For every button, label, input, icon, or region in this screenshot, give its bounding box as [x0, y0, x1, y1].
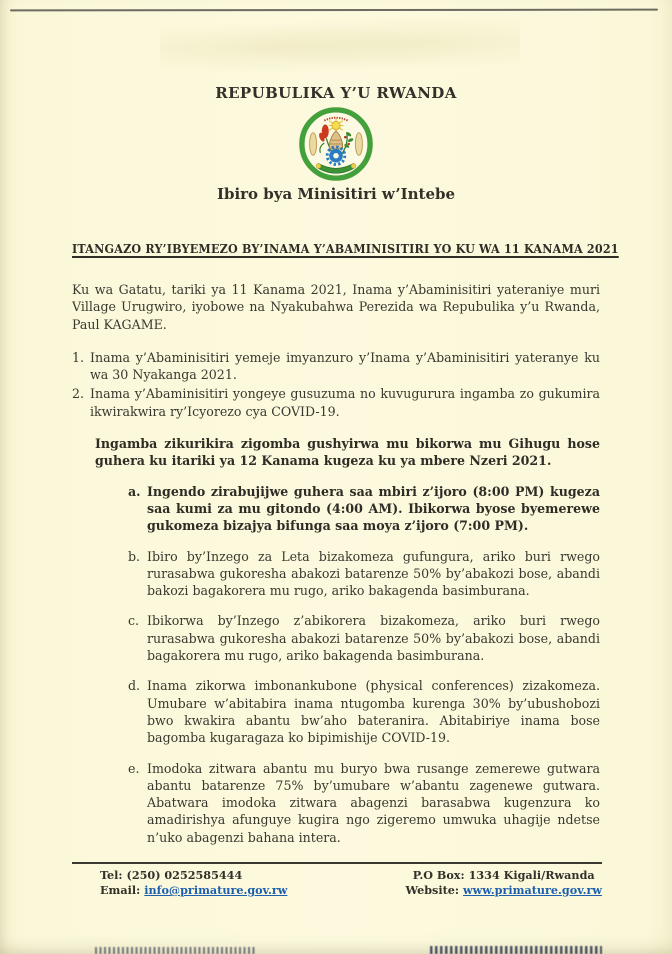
website-link[interactable]: www.primature.gov.rw: [463, 883, 602, 897]
page-bleed-artifact-left: [95, 947, 255, 954]
lettered-item-e: [128, 760, 600, 846]
page-bleed-artifact-right: [430, 946, 602, 954]
footer-contact-right: [405, 868, 602, 898]
footer-contact-left: [72, 868, 287, 898]
item-text: Inama zikorwa imbonankubone (physical conferences) zizakomeza. Umubare w’abitabira inama ntugomba kurenga 30% by’ubushobozi bwo kwakira abantu bw’aho bateranira. Abitabiriye inama bose bagomba kugaragaza ko bipimishije COVID-19.: [147, 678, 600, 746]
document-header: [0, 0, 672, 203]
lettered-list: [128, 483, 600, 846]
tel-label: Tel:: [100, 868, 123, 882]
lettered-item-d: [128, 677, 600, 746]
item-marker: b.: [128, 548, 141, 564]
document-title: ITANGAZO RY’IBYEMEZO BY’INAMA Y’ABAMINISITIRI YO KU WA 11 KANAMA 2021: [72, 242, 619, 256]
item-text: Ibikorwa by’Inzego z’abikorera bizakomeza, ariko buri rwego rurasabwa gukoresha abakozi batarenze 50% by’abakozi bose, abandi bagakorera mu rugo, ariko bakagenda basimburana.: [147, 613, 600, 664]
lettered-item-b: [128, 548, 600, 600]
item-text: Ibiro by’Inzego za Leta bizakomeza gufungura, ariko buri rwego rurasabwa gukoresha abakozi batarenze 50% by’abakozi bose, abandi bakozi bagakorera mu rugo, ariko bakagenda basimburana.: [147, 548, 600, 599]
website-label: Website:: [405, 883, 459, 897]
republic-title: REPUBULIKA Y’U RWANDA: [215, 84, 457, 102]
email-label: Email:: [100, 883, 141, 897]
item-marker: e.: [128, 760, 140, 776]
email-link[interactable]: info@primature.gov.rw: [144, 883, 288, 897]
item-text: Imodoka zitwara abantu mu buryo bwa rusange zemerewe gutwara abantu batarenze 75% by’umubare w’abantu zagenewe gutwara. Abatwara imodoka zitwara abagenzi barasabwa kugenzura ko amadirishya afunguye kugira ngo zigeremo umwuka uhagije ndetse n’uko abagenzi bahana intera.: [147, 760, 600, 845]
item-text: Inama y’Abaminisitiri yongeye gusuzuma no kuvugurura ingamba zo gukumira ikwirakwira ry’Icyorezo cya COVID-19.: [90, 386, 600, 419]
office-title: Ibiro bya Minisitiri w’Intebe: [216, 185, 456, 203]
numbered-item-2: [72, 385, 600, 420]
item-marker: d.: [128, 678, 141, 694]
item-marker: 2.: [72, 386, 85, 402]
lettered-item-c: [128, 612, 600, 664]
measures-intro-paragraph: Ingamba zikurikira zigomba gushyirwa mu bikorwa mu Gihugu hose guhera ku itariki ya 12 Kanama kugeza ku ya mbere Nzeri 2021.: [95, 436, 600, 469]
item-marker: a.: [128, 483, 141, 499]
item-marker: 1.: [72, 349, 85, 365]
tel-value: (250) 0252585444: [126, 868, 243, 882]
item-text: Ingendo zirabujijwe guhera saa mbiri z’ijoro (8:00 PM) kugeza saa kumi za mu gitondo (4:00 AM). Ibikorwa byose byemerewe gukomeza bizajya bifunga saa moya z’ijoro (7:00 PM).: [147, 483, 600, 534]
item-marker: c.: [128, 613, 140, 629]
numbered-item-1: [72, 349, 600, 384]
pobox-label: P.O Box:: [412, 868, 465, 882]
intro-paragraph: Ku wa Gatatu, tariki ya 11 Kanama 2021, Inama y’Abaminisitiri yateraniye muri Village Urugwiro, iyobowe na Nyakubahwa Perezida wa Repubulika y’u Rwanda, Paul KAGAME.: [72, 282, 600, 332]
numbered-list: [72, 349, 600, 420]
rwanda-coat-of-arms: [297, 105, 375, 183]
item-text: Inama y’Abaminisitiri yemeje imyanzuro y’Inama y’Abaminisitiri yateranye ku wa 30 Nyakanga 2021.: [90, 349, 600, 383]
coat-of-arms-icon: [297, 105, 375, 183]
pobox-value: 1334 Kigali/Rwanda: [468, 868, 595, 882]
lettered-item-a: [128, 483, 600, 535]
document-body: [72, 242, 619, 846]
page-footer: [72, 862, 602, 898]
